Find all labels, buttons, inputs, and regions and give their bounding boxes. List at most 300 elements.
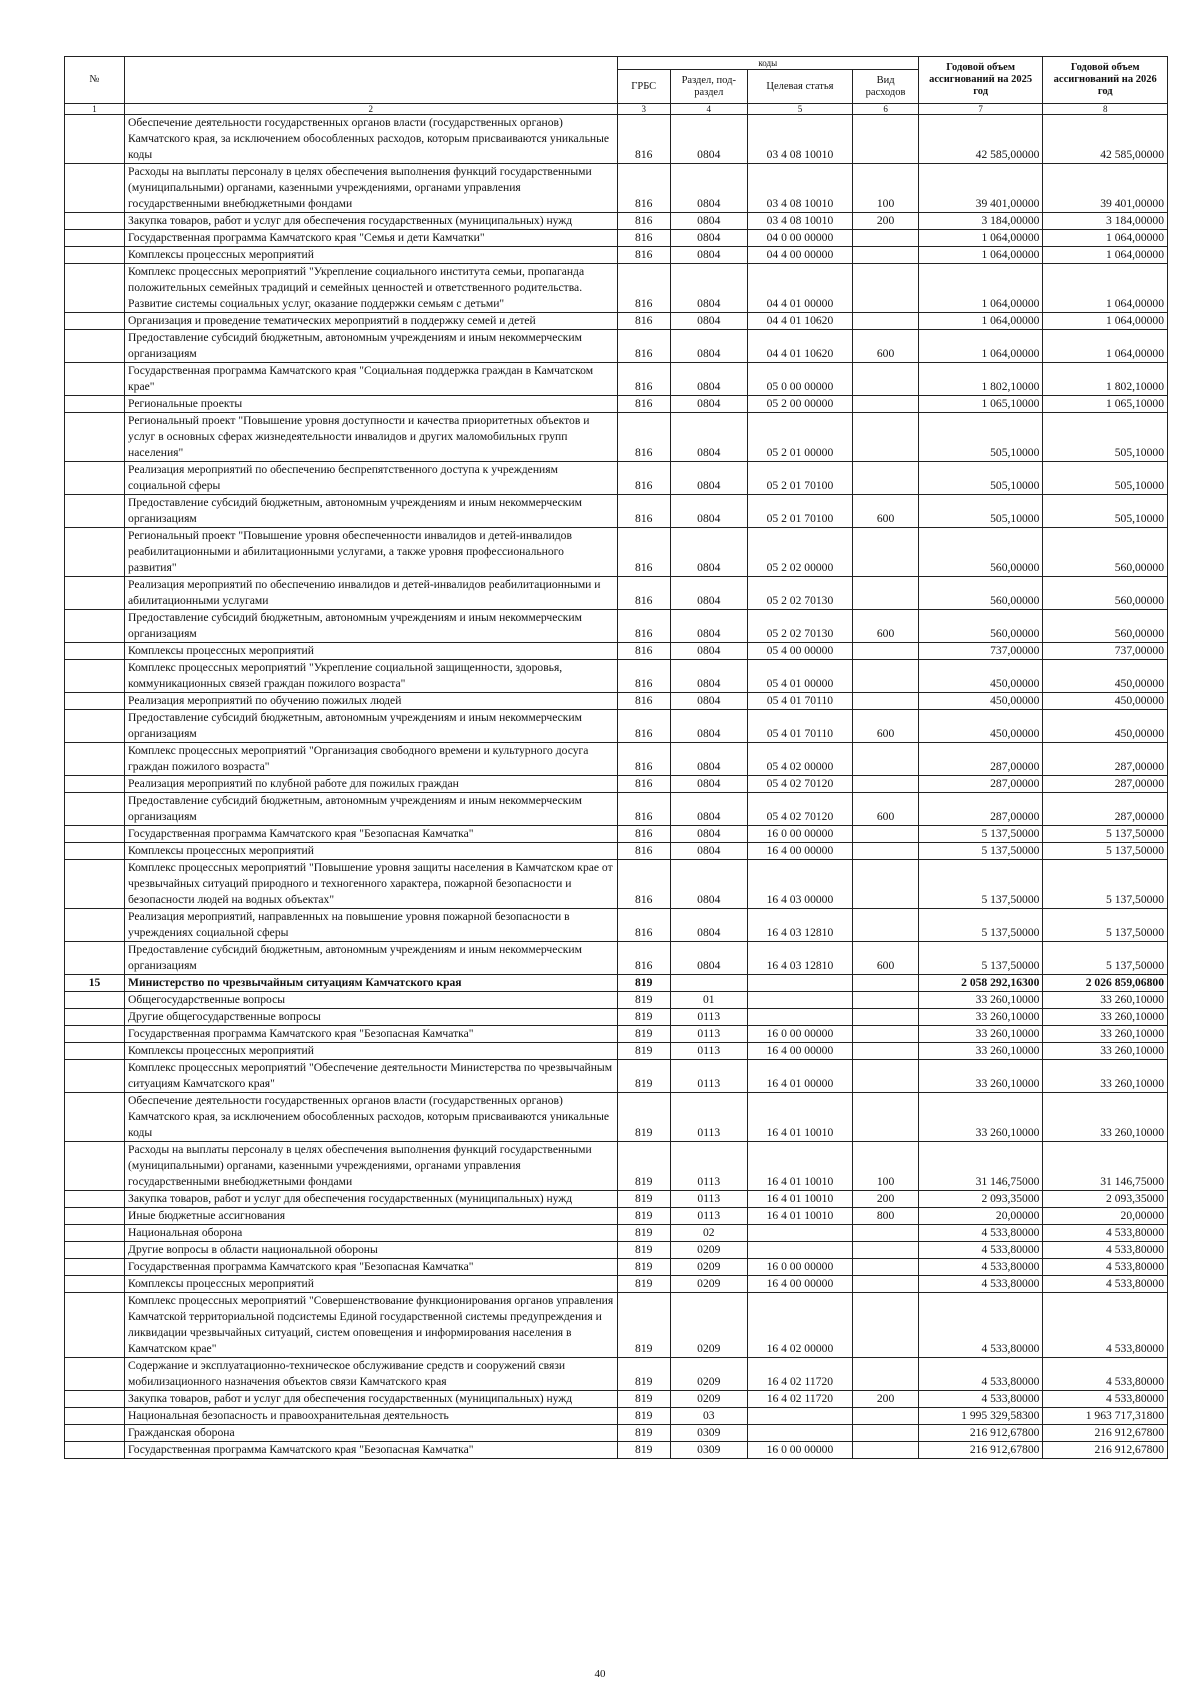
header-razdel: Раздел, под-раздел xyxy=(670,70,747,104)
row-razdel: 0804 xyxy=(670,115,747,164)
table-row xyxy=(65,710,1168,743)
row-vid xyxy=(853,396,919,413)
row-celevaya xyxy=(747,1408,853,1425)
table-row xyxy=(65,992,1168,1009)
row-number xyxy=(65,1009,125,1026)
row-number xyxy=(65,992,125,1009)
col-number-4: 4 xyxy=(670,104,747,115)
row-name: Содержание и эксплуатационно-техническое обслуживание средств и сооружений связи мобилизационного назначения объектов связи Камчатского края xyxy=(125,1358,618,1391)
row-name: Предоставление субсидий бюджетным, автономным учреждениям и иным некоммерческим организациям xyxy=(125,610,618,643)
row-amount-2026: 3 184,00000 xyxy=(1043,213,1168,230)
row-vid xyxy=(853,1442,919,1459)
row-name: Расходы на выплаты персоналу в целях обеспечения выполнения функций государственными (муниципальными) органами, казенными учреждениями, органами управления государственными внебюджетными фондами xyxy=(125,164,618,213)
table-row xyxy=(65,1191,1168,1208)
row-amount-2025: 2 093,35000 xyxy=(918,1191,1043,1208)
table-row xyxy=(65,1208,1168,1225)
row-amount-2026: 2 093,35000 xyxy=(1043,1191,1168,1208)
row-celevaya: 16 4 00 00000 xyxy=(747,843,853,860)
row-amount-2025: 4 533,80000 xyxy=(918,1293,1043,1358)
row-celevaya: 16 4 03 00000 xyxy=(747,860,853,909)
row-razdel: 0804 xyxy=(670,528,747,577)
row-grbs: 816 xyxy=(617,793,670,826)
row-name: Национальная безопасность и правоохранительная деятельность xyxy=(125,1408,618,1425)
row-celevaya: 16 4 03 12810 xyxy=(747,942,853,975)
table-row xyxy=(65,610,1168,643)
row-grbs: 816 xyxy=(617,115,670,164)
row-name: Другие общегосударственные вопросы xyxy=(125,1009,618,1026)
row-amount-2026: 1 802,10000 xyxy=(1043,363,1168,396)
row-amount-2025: 505,10000 xyxy=(918,462,1043,495)
row-amount-2026: 450,00000 xyxy=(1043,693,1168,710)
row-grbs: 819 xyxy=(617,1208,670,1225)
row-number xyxy=(65,1060,125,1093)
row-number xyxy=(65,610,125,643)
row-amount-2025: 216 912,67800 xyxy=(918,1425,1043,1442)
row-grbs: 816 xyxy=(617,710,670,743)
row-name: Национальная оборона xyxy=(125,1225,618,1242)
row-grbs: 816 xyxy=(617,693,670,710)
row-amount-2026: 216 912,67800 xyxy=(1043,1425,1168,1442)
row-grbs: 819 xyxy=(617,1242,670,1259)
row-razdel: 0113 xyxy=(670,1026,747,1043)
row-amount-2026: 450,00000 xyxy=(1043,660,1168,693)
row-vid xyxy=(853,826,919,843)
row-grbs: 816 xyxy=(617,843,670,860)
row-name: Предоставление субсидий бюджетным, автономным учреждениям и иным некоммерческим организациям xyxy=(125,710,618,743)
row-celevaya: 03 4 08 10010 xyxy=(747,164,853,213)
row-razdel: 0209 xyxy=(670,1242,747,1259)
row-razdel: 0113 xyxy=(670,1093,747,1142)
row-number xyxy=(65,1208,125,1225)
row-amount-2026: 4 533,80000 xyxy=(1043,1259,1168,1276)
row-grbs: 816 xyxy=(617,909,670,942)
row-vid xyxy=(853,1408,919,1425)
row-number xyxy=(65,1225,125,1242)
row-celevaya: 16 4 02 11720 xyxy=(747,1391,853,1408)
table-row xyxy=(65,313,1168,330)
row-amount-2025: 33 260,10000 xyxy=(918,1060,1043,1093)
table-row xyxy=(65,1142,1168,1191)
row-name: Комплекс процессных мероприятий "Организация свободного времени и культурного досуга граждан пожилого возраста" xyxy=(125,743,618,776)
row-vid xyxy=(853,843,919,860)
row-number xyxy=(65,1391,125,1408)
row-vid: 100 xyxy=(853,164,919,213)
row-number xyxy=(65,793,125,826)
row-number xyxy=(65,693,125,710)
row-amount-2026: 560,00000 xyxy=(1043,577,1168,610)
row-number xyxy=(65,528,125,577)
row-amount-2025: 287,00000 xyxy=(918,793,1043,826)
row-celevaya: 16 0 00 00000 xyxy=(747,1259,853,1276)
row-vid: 600 xyxy=(853,610,919,643)
row-razdel: 0804 xyxy=(670,693,747,710)
row-amount-2026: 33 260,10000 xyxy=(1043,1026,1168,1043)
row-celevaya: 05 4 02 70120 xyxy=(747,793,853,826)
row-grbs: 816 xyxy=(617,743,670,776)
row-number xyxy=(65,710,125,743)
row-number xyxy=(65,643,125,660)
row-number xyxy=(65,264,125,313)
row-amount-2026: 1 064,00000 xyxy=(1043,330,1168,363)
row-amount-2025: 5 137,50000 xyxy=(918,909,1043,942)
table-row xyxy=(65,1043,1168,1060)
row-razdel: 0804 xyxy=(670,577,747,610)
row-grbs: 816 xyxy=(617,330,670,363)
row-amount-2026: 5 137,50000 xyxy=(1043,860,1168,909)
row-celevaya: 05 2 01 70100 xyxy=(747,462,853,495)
row-amount-2025: 216 912,67800 xyxy=(918,1442,1043,1459)
row-amount-2026: 1 064,00000 xyxy=(1043,313,1168,330)
row-vid xyxy=(853,1093,919,1142)
row-amount-2025: 505,10000 xyxy=(918,413,1043,462)
row-name: Иные бюджетные ассигнования xyxy=(125,1208,618,1225)
row-grbs: 816 xyxy=(617,264,670,313)
row-grbs: 816 xyxy=(617,230,670,247)
table-row xyxy=(65,115,1168,164)
row-amount-2026: 5 137,50000 xyxy=(1043,942,1168,975)
table-row xyxy=(65,528,1168,577)
row-razdel: 0309 xyxy=(670,1442,747,1459)
row-name: Другие вопросы в области национальной обороны xyxy=(125,1242,618,1259)
row-razdel: 0804 xyxy=(670,743,747,776)
row-name: Государственная программа Камчатского края "Безопасная Камчатка" xyxy=(125,1442,618,1459)
row-vid xyxy=(853,1425,919,1442)
row-amount-2025: 5 137,50000 xyxy=(918,826,1043,843)
row-number xyxy=(65,1358,125,1391)
row-razdel: 01 xyxy=(670,992,747,1009)
row-razdel: 0804 xyxy=(670,363,747,396)
row-celevaya: 05 2 02 70130 xyxy=(747,610,853,643)
row-name: Комплекс процессных мероприятий "Обеспечение деятельности Министерства по чрезвычайным ситуациям Камчатского края" xyxy=(125,1060,618,1093)
row-celevaya: 16 4 01 00000 xyxy=(747,1060,853,1093)
row-vid xyxy=(853,1259,919,1276)
row-amount-2026: 33 260,10000 xyxy=(1043,992,1168,1009)
row-vid xyxy=(853,577,919,610)
row-amount-2025: 33 260,10000 xyxy=(918,1026,1043,1043)
table-row xyxy=(65,213,1168,230)
budget-table-page xyxy=(64,56,1168,1459)
row-amount-2025: 4 533,80000 xyxy=(918,1276,1043,1293)
row-vid xyxy=(853,743,919,776)
row-number xyxy=(65,1293,125,1358)
row-razdel: 0804 xyxy=(670,909,747,942)
row-amount-2026: 1 065,10000 xyxy=(1043,396,1168,413)
row-amount-2026: 33 260,10000 xyxy=(1043,1093,1168,1142)
row-razdel: 0804 xyxy=(670,495,747,528)
row-grbs: 816 xyxy=(617,413,670,462)
row-vid xyxy=(853,643,919,660)
row-grbs: 819 xyxy=(617,1408,670,1425)
row-number xyxy=(65,495,125,528)
row-amount-2026: 20,00000 xyxy=(1043,1208,1168,1225)
row-celevaya: 16 0 00 00000 xyxy=(747,1026,853,1043)
row-amount-2026: 2 026 859,06800 xyxy=(1043,975,1168,992)
row-amount-2026: 33 260,10000 xyxy=(1043,1009,1168,1026)
row-amount-2025: 20,00000 xyxy=(918,1208,1043,1225)
row-amount-2026: 5 137,50000 xyxy=(1043,909,1168,942)
row-amount-2026: 560,00000 xyxy=(1043,610,1168,643)
row-number xyxy=(65,396,125,413)
table-row xyxy=(65,1009,1168,1026)
table-row xyxy=(65,1425,1168,1442)
row-razdel: 0113 xyxy=(670,1009,747,1026)
row-number xyxy=(65,1259,125,1276)
row-amount-2025: 560,00000 xyxy=(918,528,1043,577)
row-number xyxy=(65,660,125,693)
row-celevaya: 05 4 01 70110 xyxy=(747,710,853,743)
row-name: Закупка товаров, работ и услуг для обеспечения государственных (муниципальных) нужд xyxy=(125,213,618,230)
row-name: Комплексы процессных мероприятий xyxy=(125,247,618,264)
row-name: Реализация мероприятий по обеспечению инвалидов и детей-инвалидов реабилитационными и абилитационными услугами xyxy=(125,577,618,610)
row-amount-2025: 39 401,00000 xyxy=(918,164,1043,213)
row-amount-2025: 560,00000 xyxy=(918,577,1043,610)
row-vid: 100 xyxy=(853,1142,919,1191)
row-name: Региональный проект "Повышение уровня доступности и качества приоритетных объектов и услуг в основных сферах жизнедеятельности инвалидов и других маломобильных групп населения" xyxy=(125,413,618,462)
row-razdel: 0309 xyxy=(670,1425,747,1442)
row-grbs: 819 xyxy=(617,1425,670,1442)
table-row xyxy=(65,1391,1168,1408)
table-row xyxy=(65,793,1168,826)
row-amount-2025: 5 137,50000 xyxy=(918,843,1043,860)
table-row xyxy=(65,1259,1168,1276)
row-celevaya: 05 2 01 70100 xyxy=(747,495,853,528)
row-amount-2025: 5 137,50000 xyxy=(918,860,1043,909)
row-vid: 600 xyxy=(853,330,919,363)
col-number-6: 6 xyxy=(853,104,919,115)
row-celevaya: 05 0 00 00000 xyxy=(747,363,853,396)
row-razdel: 0113 xyxy=(670,1043,747,1060)
row-razdel: 0804 xyxy=(670,413,747,462)
row-amount-2025: 33 260,10000 xyxy=(918,1093,1043,1142)
row-amount-2026: 505,10000 xyxy=(1043,462,1168,495)
header-grbs: ГРБС xyxy=(617,70,670,104)
row-amount-2026: 287,00000 xyxy=(1043,743,1168,776)
row-razdel: 0804 xyxy=(670,843,747,860)
row-name: Реализация мероприятий по обучению пожилых людей xyxy=(125,693,618,710)
row-razdel: 0804 xyxy=(670,826,747,843)
row-razdel: 0804 xyxy=(670,396,747,413)
row-name: Комплексы процессных мероприятий xyxy=(125,1043,618,1060)
row-razdel: 0804 xyxy=(670,610,747,643)
row-number xyxy=(65,942,125,975)
row-celevaya: 05 2 02 70130 xyxy=(747,577,853,610)
row-razdel: 02 xyxy=(670,1225,747,1242)
row-number xyxy=(65,776,125,793)
row-vid xyxy=(853,247,919,264)
row-amount-2026: 5 137,50000 xyxy=(1043,826,1168,843)
row-amount-2025: 1 064,00000 xyxy=(918,313,1043,330)
row-number xyxy=(65,743,125,776)
header-name xyxy=(125,57,618,104)
row-razdel: 0804 xyxy=(670,942,747,975)
row-razdel: 0113 xyxy=(670,1191,747,1208)
row-name: Расходы на выплаты персоналу в целях обеспечения выполнения функций государственными (муниципальными) органами, казенными учреждениями, органами управления государственными внебюджетными фондами xyxy=(125,1142,618,1191)
table-row xyxy=(65,975,1168,992)
row-amount-2025: 560,00000 xyxy=(918,610,1043,643)
row-vid xyxy=(853,975,919,992)
row-amount-2026: 33 260,10000 xyxy=(1043,1060,1168,1093)
row-vid xyxy=(853,313,919,330)
row-number xyxy=(65,1408,125,1425)
row-amount-2025: 1 064,00000 xyxy=(918,330,1043,363)
row-name: Государственная программа Камчатского края "Семья и дети Камчатки" xyxy=(125,230,618,247)
row-vid xyxy=(853,413,919,462)
row-celevaya: 16 4 03 12810 xyxy=(747,909,853,942)
row-razdel: 0209 xyxy=(670,1391,747,1408)
table-row xyxy=(65,413,1168,462)
row-grbs: 819 xyxy=(617,1142,670,1191)
row-number xyxy=(65,860,125,909)
row-celevaya: 16 4 02 11720 xyxy=(747,1358,853,1391)
row-razdel: 0113 xyxy=(670,1208,747,1225)
row-grbs: 816 xyxy=(617,528,670,577)
row-amount-2025: 31 146,75000 xyxy=(918,1142,1043,1191)
row-amount-2026: 216 912,67800 xyxy=(1043,1442,1168,1459)
row-amount-2025: 1 065,10000 xyxy=(918,396,1043,413)
row-grbs: 816 xyxy=(617,660,670,693)
row-name: Обеспечение деятельности государственных органов власти (государственных органов) Камчатского края, за исключением обособленных расходов, которым присваиваются уникальные коды xyxy=(125,1093,618,1142)
row-vid xyxy=(853,909,919,942)
row-celevaya: 04 4 00 00000 xyxy=(747,247,853,264)
table-row xyxy=(65,1060,1168,1093)
row-name: Комплекс процессных мероприятий "Совершенствование функционирования органов управления Камчатской территориальной подсистемы Единой государственной системы предупреждения и ликвидации чрезвычайных ситуаций, систем оповещения и информирования населения в Камчатском крае" xyxy=(125,1293,618,1358)
row-number: 15 xyxy=(65,975,125,992)
row-grbs: 819 xyxy=(617,1225,670,1242)
row-number xyxy=(65,363,125,396)
row-vid xyxy=(853,1043,919,1060)
row-vid: 600 xyxy=(853,793,919,826)
row-celevaya: 03 4 08 10010 xyxy=(747,213,853,230)
row-vid: 200 xyxy=(853,213,919,230)
row-vid: 200 xyxy=(853,1391,919,1408)
col-number-1: 1 xyxy=(65,104,125,115)
table-row xyxy=(65,264,1168,313)
row-celevaya: 04 4 01 10620 xyxy=(747,313,853,330)
row-grbs: 819 xyxy=(617,992,670,1009)
row-amount-2026: 4 533,80000 xyxy=(1043,1391,1168,1408)
table-row xyxy=(65,826,1168,843)
row-grbs: 816 xyxy=(617,462,670,495)
row-grbs: 816 xyxy=(617,942,670,975)
table-row xyxy=(65,495,1168,528)
row-name: Предоставление субсидий бюджетным, автономным учреждениям и иным некоммерческим организациям xyxy=(125,330,618,363)
row-vid: 800 xyxy=(853,1208,919,1225)
row-vid xyxy=(853,660,919,693)
table-row xyxy=(65,1276,1168,1293)
row-grbs: 816 xyxy=(617,776,670,793)
col-number-8: 8 xyxy=(1043,104,1168,115)
row-razdel: 0804 xyxy=(670,264,747,313)
header-vid: Вид расходов xyxy=(853,70,919,104)
row-vid xyxy=(853,693,919,710)
table-row xyxy=(65,643,1168,660)
row-celevaya: 04 4 01 00000 xyxy=(747,264,853,313)
row-grbs: 816 xyxy=(617,313,670,330)
row-name: Гражданская оборона xyxy=(125,1425,618,1442)
row-celevaya: 05 2 02 00000 xyxy=(747,528,853,577)
row-name: Реализация мероприятий по клубной работе для пожилых граждан xyxy=(125,776,618,793)
row-amount-2025: 33 260,10000 xyxy=(918,992,1043,1009)
row-number xyxy=(65,826,125,843)
row-vid xyxy=(853,1242,919,1259)
row-grbs: 819 xyxy=(617,975,670,992)
row-amount-2025: 2 058 292,16300 xyxy=(918,975,1043,992)
row-amount-2025: 33 260,10000 xyxy=(918,1009,1043,1026)
row-amount-2026: 1 064,00000 xyxy=(1043,247,1168,264)
row-number xyxy=(65,1142,125,1191)
row-razdel: 0209 xyxy=(670,1358,747,1391)
row-razdel: 0804 xyxy=(670,247,747,264)
row-razdel: 0209 xyxy=(670,1259,747,1276)
row-vid xyxy=(853,860,919,909)
row-grbs: 816 xyxy=(617,610,670,643)
row-grbs: 819 xyxy=(617,1009,670,1026)
row-vid xyxy=(853,776,919,793)
row-amount-2025: 33 260,10000 xyxy=(918,1043,1043,1060)
row-vid: 600 xyxy=(853,942,919,975)
row-vid: 200 xyxy=(853,1191,919,1208)
row-amount-2026: 5 137,50000 xyxy=(1043,843,1168,860)
row-name: Реализация мероприятий, направленных на повышение уровня пожарной безопасности в учреждениях социальной сферы xyxy=(125,909,618,942)
col-number-3: 3 xyxy=(617,104,670,115)
row-vid: 600 xyxy=(853,710,919,743)
row-number xyxy=(65,1026,125,1043)
row-number xyxy=(65,247,125,264)
row-celevaya: 05 4 01 70110 xyxy=(747,693,853,710)
row-razdel: 0804 xyxy=(670,213,747,230)
row-vid xyxy=(853,1358,919,1391)
row-celevaya xyxy=(747,1225,853,1242)
table-row xyxy=(65,693,1168,710)
table-row xyxy=(65,1293,1168,1358)
row-amount-2025: 450,00000 xyxy=(918,693,1043,710)
row-razdel: 0209 xyxy=(670,1293,747,1358)
row-amount-2025: 42 585,00000 xyxy=(918,115,1043,164)
page-number: 40 xyxy=(594,1668,606,1680)
row-amount-2026: 505,10000 xyxy=(1043,495,1168,528)
row-razdel: 0804 xyxy=(670,164,747,213)
table-row xyxy=(65,1026,1168,1043)
row-amount-2026: 505,10000 xyxy=(1043,413,1168,462)
header-codes: коды xyxy=(617,57,918,70)
row-amount-2026: 1 064,00000 xyxy=(1043,264,1168,313)
row-name: Государственная программа Камчатского края "Социальная поддержка граждан в Камчатском крае" xyxy=(125,363,618,396)
row-razdel: 0804 xyxy=(670,660,747,693)
row-amount-2025: 3 184,00000 xyxy=(918,213,1043,230)
row-celevaya xyxy=(747,1009,853,1026)
row-celevaya: 04 4 01 10620 xyxy=(747,330,853,363)
row-vid xyxy=(853,462,919,495)
row-grbs: 816 xyxy=(617,213,670,230)
row-amount-2025: 4 533,80000 xyxy=(918,1259,1043,1276)
table-row xyxy=(65,1225,1168,1242)
row-number xyxy=(65,230,125,247)
row-amount-2026: 4 533,80000 xyxy=(1043,1242,1168,1259)
row-number xyxy=(65,843,125,860)
row-amount-2025: 5 137,50000 xyxy=(918,942,1043,975)
row-razdel: 0804 xyxy=(670,710,747,743)
table-row xyxy=(65,1358,1168,1391)
row-name: Министерство по чрезвычайным ситуациям Камчатского края xyxy=(125,975,618,992)
row-celevaya: 05 4 02 00000 xyxy=(747,743,853,776)
table-row xyxy=(65,462,1168,495)
row-amount-2026: 33 260,10000 xyxy=(1043,1043,1168,1060)
table-row xyxy=(65,577,1168,610)
row-celevaya: 05 2 01 00000 xyxy=(747,413,853,462)
row-celevaya: 16 4 01 10010 xyxy=(747,1191,853,1208)
budget-table xyxy=(64,56,1168,1459)
row-razdel xyxy=(670,975,747,992)
